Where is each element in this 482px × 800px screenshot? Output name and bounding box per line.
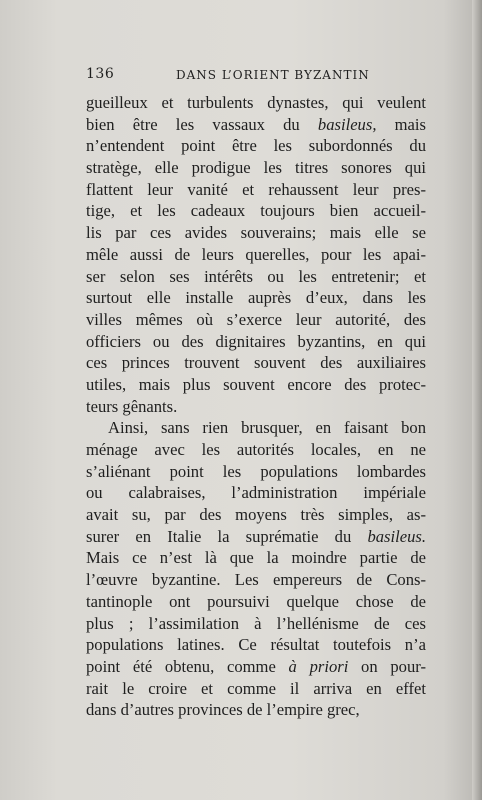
page-edge-shadow xyxy=(472,0,482,800)
text-line: Ainsi, sans rien brusquer, en faisant bon xyxy=(108,418,426,438)
text-line: villes mêmes où s’exerce leur autorité, des xyxy=(86,309,426,329)
text-line: rait le croire et comme il arriva en effet xyxy=(86,678,426,698)
text-line: flattent leur vanité et rehaussent leur pres- xyxy=(86,179,426,199)
page-header xyxy=(86,66,448,86)
text-line xyxy=(86,526,426,548)
text-line: plus ; l’assimilation à l’hellénisme de ces xyxy=(86,613,426,633)
text-line: officiers ou des dignitaires byzantins, en qui xyxy=(86,331,426,351)
italic-term: basileus. xyxy=(367,526,426,546)
italic-term: basileus, xyxy=(317,114,377,134)
text-line xyxy=(86,114,426,136)
text-line: utiles, mais plus souvent encore des protec- xyxy=(86,374,426,394)
text-line: lis par ces avides souverains; mais elle se xyxy=(86,223,426,243)
text-line: Mais ce n’est là que la moindre partie de xyxy=(86,548,426,568)
italic-term: à priori xyxy=(288,656,349,676)
text-line: n’entendent point être les subordonnés du xyxy=(86,136,426,156)
text-line: tantinople ont poursuivi quelque chose de xyxy=(86,591,426,611)
text-line: l’œuvre byzantine. Les empereurs de Cons- xyxy=(86,570,426,590)
text-segment: point été obtenu, comme xyxy=(86,656,289,676)
text-line: surtout elle installe auprès d’eux, dans les xyxy=(86,288,426,308)
text-line: ces princes trouvent souvent des auxiliaires xyxy=(86,353,426,373)
text-line: ménage avec les autorités locales, en ne xyxy=(86,440,426,459)
text-segment: bien être les vassaux du xyxy=(86,114,318,134)
text-line: gueilleux et turbulents dynastes, qui veulent xyxy=(86,93,426,112)
text-line: avait su, par des moyens très simples, as- xyxy=(86,505,426,525)
text-line: ser selon ses intérêts ou les entretenir; et xyxy=(86,266,426,286)
text-line xyxy=(86,656,426,678)
paragraph-2 xyxy=(86,417,426,721)
text-line: ou calabraises, l’administration impériale xyxy=(86,483,426,503)
text-line: teurs gênants. xyxy=(86,396,178,416)
text-line: dans d’autres provinces de l’empire grec, xyxy=(86,700,360,720)
body-text xyxy=(86,92,426,721)
text-segment: surer en Italie la suprématie du xyxy=(86,526,368,546)
text-line: mêle aussi de leurs querelles, pour les apai- xyxy=(86,244,426,264)
text-segment: mais xyxy=(376,114,426,134)
text-line: s’aliénant point les populations lombardes xyxy=(86,461,426,481)
text-segment: on pour- xyxy=(348,656,426,676)
text-line: tige, et les cadeaux toujours bien accueil- xyxy=(86,201,426,221)
text-line: stratège, elle prodigue les titres sonores qui xyxy=(86,158,426,178)
paragraph-1 xyxy=(86,92,426,417)
page-number: 136 xyxy=(86,66,115,82)
text-line: populations latines. Ce résultat toutefois n’a xyxy=(86,635,426,655)
running-head: DANS L’ORIENT BYZANTIN xyxy=(176,68,370,82)
